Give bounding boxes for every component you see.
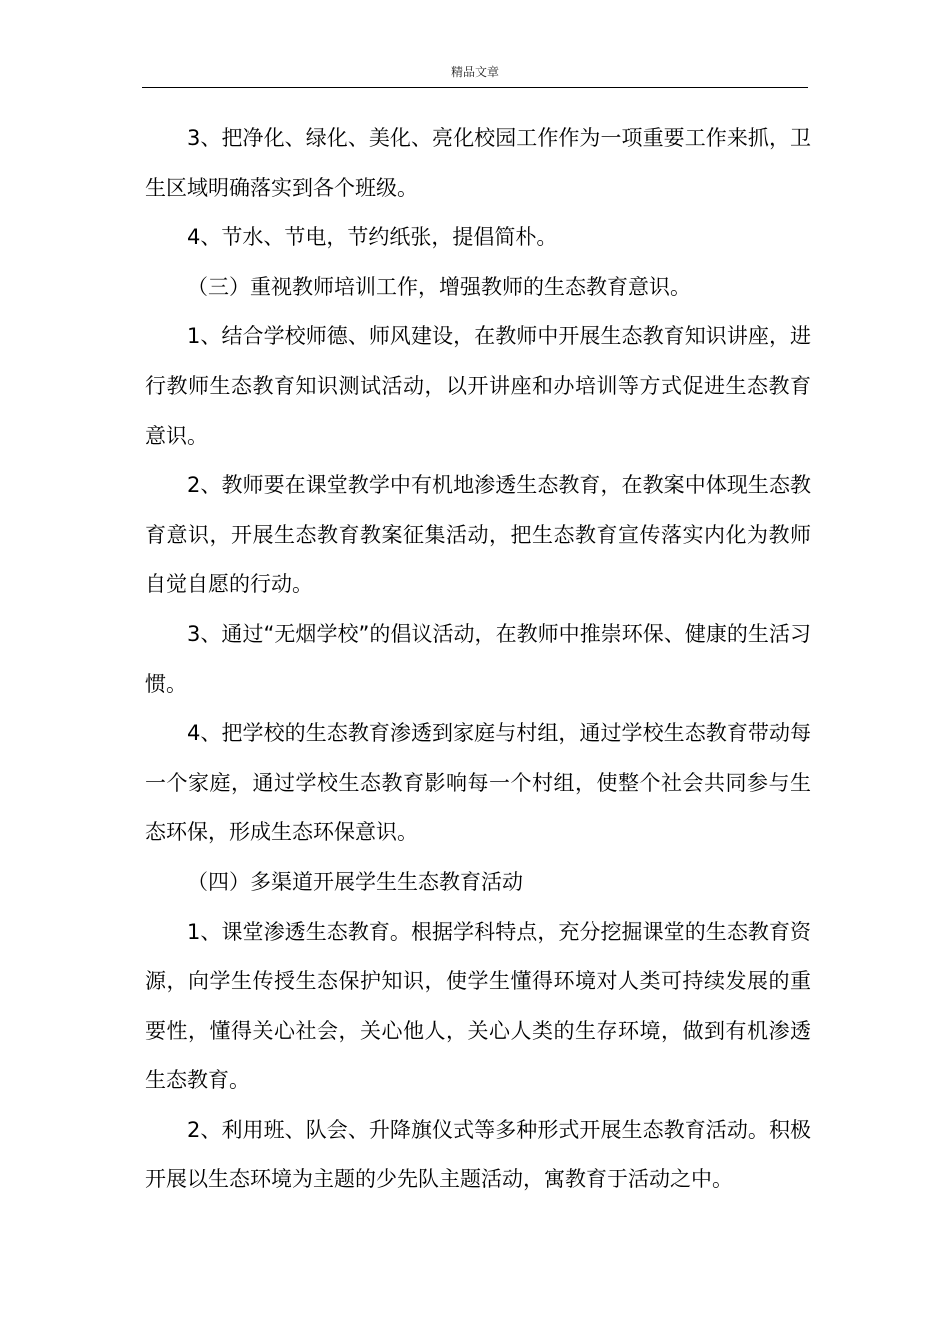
paragraph: 4、节水、节电，节约纸张，提倡简朴。: [187, 225, 558, 250]
paragraph: 2、教师要在课堂教学中有机地渗透生态教育，在教案中体现生态教育意识，开展生态教育教案征集活动，把生态教育宣传落实内化为教师自觉自愿的行动。: [145, 473, 811, 597]
paragraph: 4、把学校的生态教育渗透到家庭与村组，通过学校生态教育带动每一个家庭，通过学校生态教育影响每一个村组，使整个社会共同参与生态环保，形成生态环保意识。: [145, 721, 811, 845]
page-header: 精品文章: [450, 65, 499, 79]
paragraph: 3、把净化、绿化、美化、亮化校园工作作为一项重要工作来抓，卫生区域明确落实到各个班级。: [145, 126, 811, 200]
section-heading: （三）重视教师培训工作，增强教师的生态教育意识。: [187, 274, 691, 299]
paragraph: 3、通过“无烟学校”的倡议活动，在教师中推崇环保、健康的生活习惯。: [145, 621, 811, 696]
section-heading: （四）多渠道开展学生生态教育活动: [187, 869, 523, 894]
paragraph: 2、利用班、队会、升降旗仪式等多种形式开展生态教育活动。积极开展以生态环境为主题的少先队主题活动，寓教育于活动之中。: [145, 1117, 811, 1192]
paragraph: 1、结合学校师德、师风建设，在教师中开展生态教育知识讲座，进行教师生态教育知识测试活动，以开讲座和办培训等方式促进生态教育意识。: [145, 324, 811, 448]
document-body: [145, 114, 811, 1205]
paragraph: 1、课堂渗透生态教育。根据学科特点，充分挖掘课堂的生态教育资源，向学生传授生态保护知识，使学生懂得环境对人类可持续发展的重要性，懂得关心社会，关心他人，关心人类的生存环境，做到有机渗透生态教育。: [145, 919, 811, 1093]
header-divider: [142, 87, 808, 88]
